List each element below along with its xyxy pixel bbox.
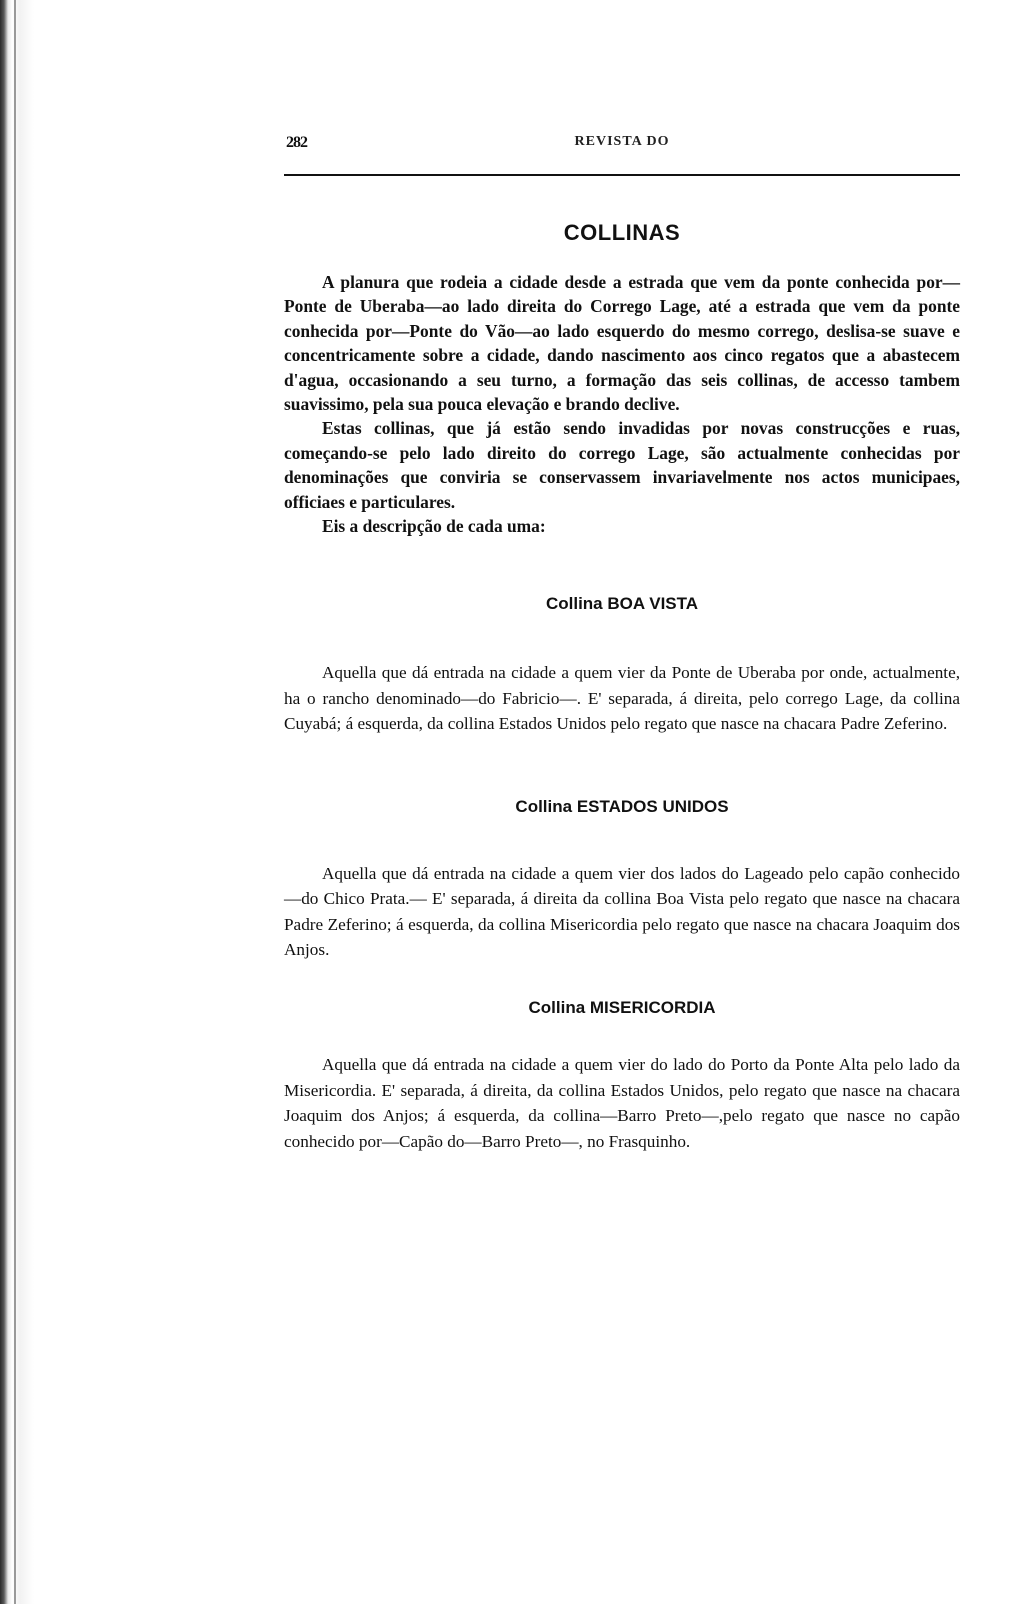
document-page [284,120,960,1154]
entry-paragraph: Aquella que dá entrada na cidade a quem vier dos lados do Lageado pelo capão conhecido—do Chico Prata.— E' separada, á direita da collina Boa Vista pelo regato que nasce na chacara Padre Zeferino; á esquerda, da collina Misericordia pelo regato que nasce na chacara Joaquim dos Anjos. [284,863,960,959]
intro-text [284,270,960,538]
intro-paragraph: A planura que rodeia a cidade desde a estrada que vem da ponte conhecida por—Ponte de Uberaba—ao lado direita do Corrego Lage, até a estrada que vem da ponte conhecida por—Ponte do Vão—ao lado esquerdo do mesmo corrego, deslisa-se suave e concentricamente sobre a cidade, dando nascimento aos cinco regatos que a abastecem d'agua, occasionando a seu turno, a formação das seis collinas, de accesso tambem suavissimo, pela sua pouca elevação e brando declive. [284,272,960,415]
page-number: 282 [286,134,307,151]
binding-line [14,0,16,1604]
entry-text [284,861,960,963]
entry-paragraph: Aquella que dá entrada na cidade a quem vier da Ponte de Uberaba por onde, actualmente, ha o rancho denominado—do Fabricio—. E' separada, á direita, pelo corrego Lage, da collina Cuyabá; á esquerda, da collina Estados Unidos pelo regato que nasce na chacara Padre Zeferino. [284,663,960,734]
page-header [284,120,960,164]
entry-text [284,660,960,736]
entry-heading: Collina ESTADOS UNIDOS [515,796,729,816]
running-title: REVISTA DO [574,134,670,149]
intro-paragraph: Estas collinas, que já estão sendo invadidas por novas construcções e ruas, começando-se pelo lado direito do corrego Lage, são actualmente conhecidas por denominações que conviria se conservassem invariavelmente nos actos municipaes, officiaes e particulares. [284,418,960,512]
entry-paragraph: Aquella que dá entrada na cidade a quem vier do lado do Porto da Ponte Alta pelo lado da Misericordia. E' separada, á direita, da collina Estados Unidos, pelo regato que nasce na chacara Joaquim dos Anjos; á esquerda, da collina—Barro Preto—,pelo regato que nasce no capão conhecido por—Capão do—Barro Preto—, no Frasquinho. [284,1055,960,1151]
intro-paragraph: Eis a descripção de cada uma: [322,516,546,537]
entry-heading: Collina BOA VISTA [545,594,699,614]
page-binding-edge [0,0,34,1604]
header-rule [284,174,960,176]
entry-heading: Collina MISERICORDIA [528,998,716,1018]
section-title: COLLINAS [563,220,681,245]
entry-text [284,1052,960,1154]
